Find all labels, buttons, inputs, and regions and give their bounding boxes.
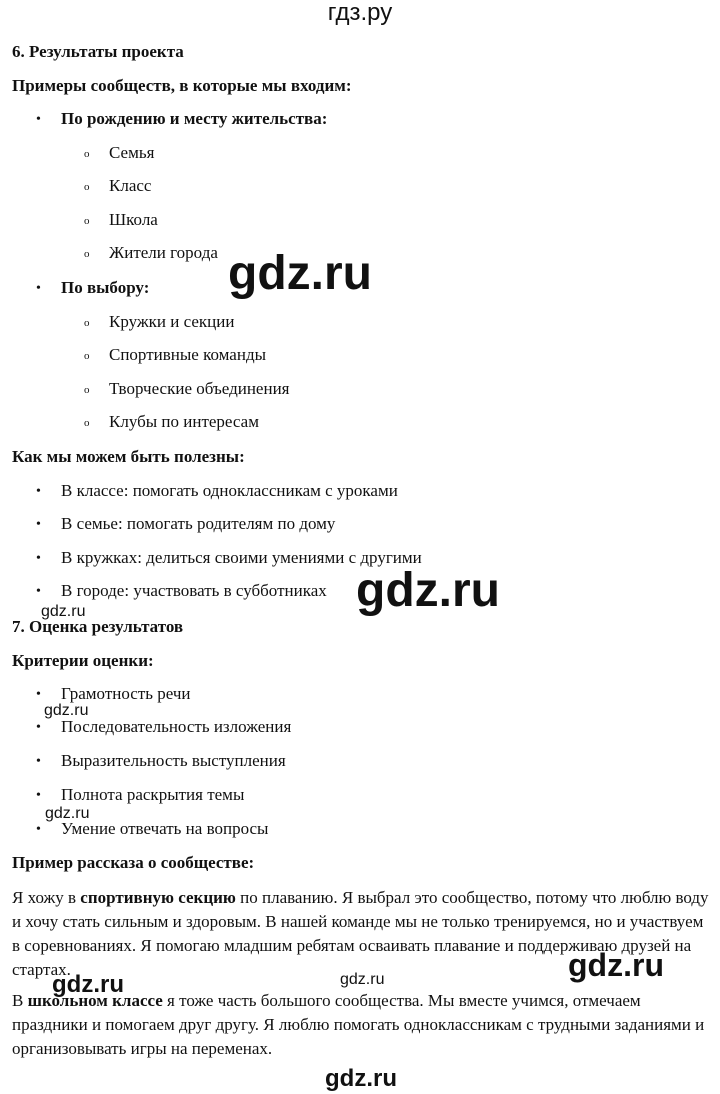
example-paragraph-1: Я хожу в спортивную секцию по плаванию. Я выбрал это сообщество, потому что люблю воду и хочу стать сильным и здоровым. В нашей команде мы не только тренируемся, но и участвуем в соревнованиях. Я помогаю младшим ребятам осваивать плавание и поддерживаю друзей на стартах.: [12, 888, 709, 979]
list-item: Полнота раскрытия темы: [61, 785, 245, 804]
communities-heading: Примеры сообществ, в которые мы входим:: [12, 76, 352, 95]
list-item: Класс: [109, 176, 152, 195]
list-item: Умение отвечать на вопросы: [61, 819, 269, 838]
list-item: В кружках: делиться своими умениями с другими: [61, 548, 422, 567]
example-heading: Пример рассказа о сообществе:: [12, 853, 255, 872]
bullet-icon: •: [36, 788, 41, 803]
bullet-icon: •: [36, 112, 41, 127]
watermark: gdz.ru: [44, 702, 89, 719]
watermark: gdz.ru: [228, 247, 372, 300]
list-item: Последовательность изложения: [61, 717, 292, 736]
watermark: gdz.ru: [41, 603, 86, 620]
circle-bullet-icon: o: [84, 181, 90, 193]
list-item: В классе: помогать одноклассникам с уроками: [61, 481, 398, 500]
circle-bullet-icon: o: [84, 215, 90, 227]
watermark: gdz.ru: [568, 947, 664, 983]
group-2-label: По выбору:: [61, 278, 150, 297]
useful-heading: Как мы можем быть полезны:: [12, 447, 245, 466]
watermark: gdz.ru: [45, 805, 90, 822]
watermark: gdz.ru: [52, 971, 124, 998]
watermark: gdz.ru: [325, 1065, 397, 1092]
list-item: Творческие объединения: [109, 379, 290, 398]
circle-bullet-icon: o: [84, 317, 90, 329]
site-header: гдз.ру: [327, 0, 393, 26]
circle-bullet-icon: o: [84, 350, 90, 362]
list-item: Школа: [109, 210, 158, 229]
bullet-icon: •: [36, 517, 41, 532]
circle-bullet-icon: o: [84, 417, 90, 429]
criteria-heading: Критерии оценки:: [12, 651, 154, 670]
watermark: gdz.ru: [340, 971, 385, 988]
bullet-icon: •: [36, 822, 41, 837]
section-7-title: 7. Оценка результатов: [12, 617, 184, 636]
list-item: Клубы по интересам: [109, 412, 259, 431]
circle-bullet-icon: o: [84, 384, 90, 396]
list-item: Кружки и секции: [109, 312, 235, 331]
example-paragraph-2: В школьном классе я тоже часть большого сообщества. Мы вместе учимся, отмечаем праздники и помогаем друг другу. Я люблю помогать одноклассникам с трудными заданиями и организовывать игры на переменах.: [12, 991, 705, 1058]
bullet-icon: •: [36, 281, 41, 296]
group-1-label: По рождению и месту жительства:: [61, 109, 328, 128]
bullet-icon: •: [36, 584, 41, 599]
bullet-icon: •: [36, 551, 41, 566]
list-item: Грамотность речи: [61, 684, 191, 703]
list-item: В городе: участвовать в субботниках: [61, 581, 327, 600]
list-item: Выразительность выступления: [61, 751, 286, 770]
list-item: Спортивные команды: [109, 345, 267, 364]
list-item: В семье: помогать родителям по дому: [61, 514, 336, 533]
circle-bullet-icon: o: [84, 148, 90, 160]
bullet-icon: •: [36, 687, 41, 702]
watermark: gdz.ru: [356, 564, 500, 617]
list-item: Жители города: [109, 243, 218, 262]
bullet-icon: •: [36, 484, 41, 499]
bullet-icon: •: [36, 720, 41, 735]
section-6-title: 6. Результаты проекта: [12, 42, 184, 61]
bullet-icon: •: [36, 754, 41, 769]
circle-bullet-icon: o: [84, 248, 90, 260]
list-item: Семья: [109, 143, 155, 162]
